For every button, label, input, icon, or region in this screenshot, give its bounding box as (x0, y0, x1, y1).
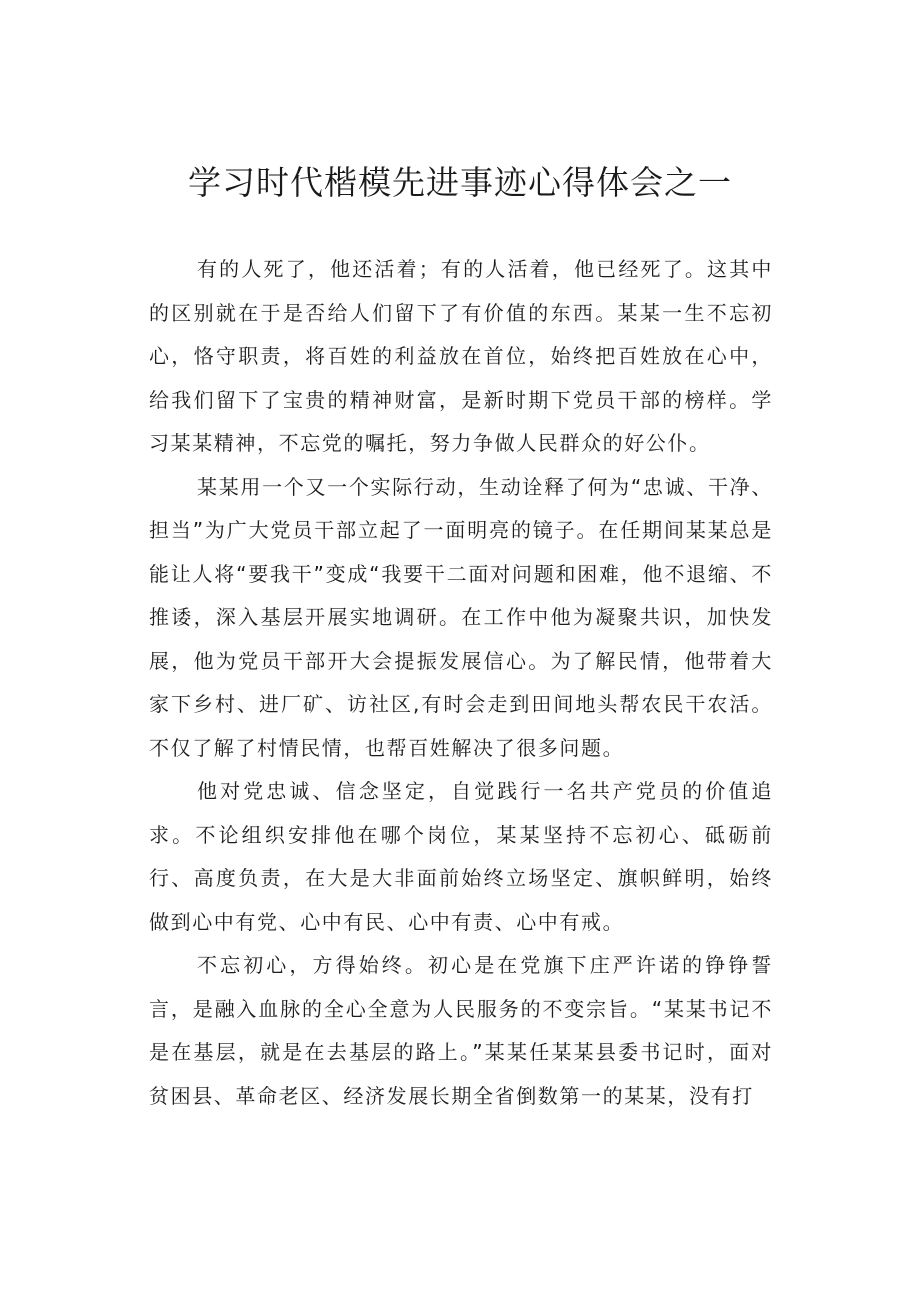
paragraph-2: 某某用一个又一个实际行动，生动诠释了何为“忠诚、干净、担当”为广大党员干部立起了一面明亮的镜子。在任期间某某总是能让人将“要我干”变成“我要干二面对问题和困难，他不退缩、不推诿，深入基层开展实地调研。在工作中他为凝聚共识，加快发展，他为党员干部开大会提振发展信心。为了解民情，他带着大家下乡村、进厂矿、访社区,有时会走到田间地头帮农民干农活。不仅了解了村情民情，也帮百姓解决了很多问题。 (149, 474, 773, 760)
paragraph-3: 他对党忠诚、信念坚定，自觉践行一名共产党员的价值追求。不论组织安排他在哪个岗位，某某坚持不忘初心、砥砺前行、高度负责，在大是大非面前始终立场坚定、旗帜鲜明，始终做到心中有党、心中有民、心中有责、心中有戒。 (149, 779, 773, 934)
paragraph-4: 不忘初心，方得始终。初心是在党旗下庄严许诺的铮铮誓言，是融入血脉的全心全意为人民服务的不变宗旨。“某某书记不是在基层，就是在去基层的路上。”某某任某某县委书记时，面对贫困县、革命老区、经济发展长期全省倒数第一的某某，没有打 (149, 953, 773, 1108)
document-body (149, 248, 773, 1118)
document-title: 学习时代楷模先进事迹心得体会之一 (188, 163, 732, 202)
paragraph-1: 有的人死了，他还活着；有的人活着，他已经死了。这其中的区别就在于是否给人们留下了有价值的东西。某某一生不忘初心，恪守职责，将百姓的利益放在首位，始终把百姓放在心中，给我们留下了宝贵的精神财富，是新时期下党员干部的榜样。学习某某精神，不忘党的嘱托，努力争做人民群众的好公仆。 (149, 257, 773, 455)
